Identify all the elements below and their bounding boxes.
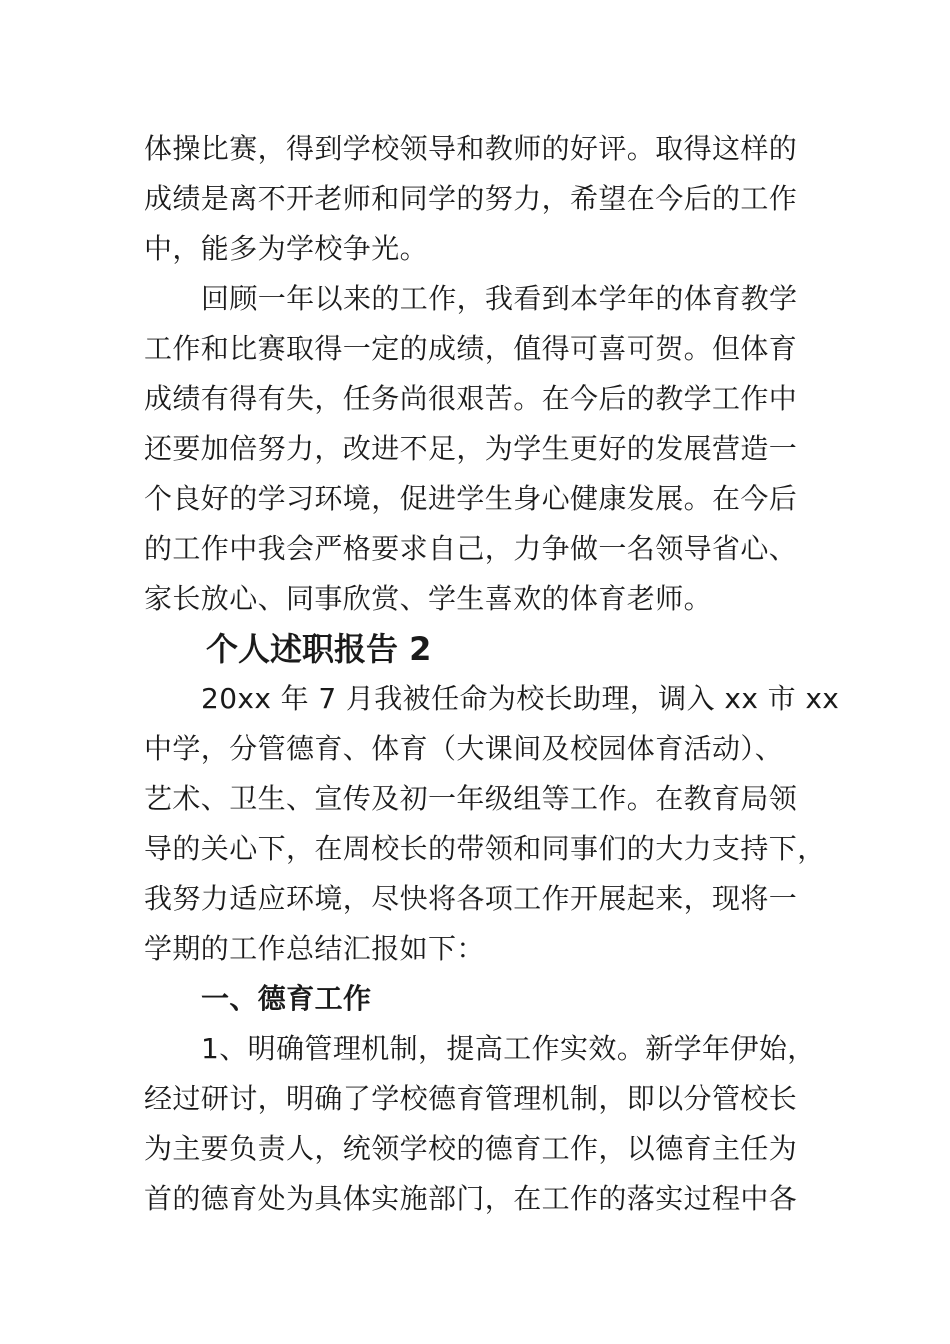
paragraph-line: 个良好的学习环境，促进学生身心健康发展。在今后 bbox=[144, 482, 798, 515]
paragraph-line: 导的关心下，在周校长的带领和同事们的大力支持下， bbox=[144, 832, 826, 865]
paragraph-line: 我努力适应环境，尽快将各项工作开展起来，现将一 bbox=[144, 882, 798, 915]
paragraph-line: 回顾一年以来的工作，我看到本学年的体育教学 bbox=[201, 282, 798, 315]
section-title: 个人述职报告 2 bbox=[206, 630, 432, 668]
paragraph-line: 中学，分管德育、体育（大课间及校园体育活动）、 bbox=[144, 732, 784, 765]
paragraph-line: 1、明确管理机制，提高工作实效。新学年伊始， bbox=[201, 1032, 816, 1065]
paragraph-line: 20xx 年 7 月我被任命为校长助理，调入 xx 市 xx bbox=[201, 682, 840, 715]
paragraph-line: 成绩是离不开老师和同学的努力，希望在今后的工作 bbox=[144, 182, 798, 215]
paragraph-line: 学期的工作总结汇报如下： bbox=[144, 932, 485, 965]
paragraph-line: 的工作中我会严格要求自己，力争做一名领导省心、 bbox=[144, 532, 798, 565]
paragraph-line: 艺术、卫生、宣传及初一年级组等工作。在教育局领 bbox=[144, 782, 798, 815]
paragraph-line: 体操比赛，得到学校领导和教师的好评。取得这样的 bbox=[144, 132, 798, 165]
paragraph-line: 还要加倍努力，改进不足，为学生更好的发展营造一 bbox=[144, 432, 798, 465]
paragraph-line: 家长放心、同事欣赏、学生喜欢的体育老师。 bbox=[144, 582, 713, 615]
paragraph-line: 中，能多为学校争光。 bbox=[144, 232, 429, 265]
document-page bbox=[144, 124, 840, 1224]
subsection-heading: 一、德育工作 bbox=[201, 982, 372, 1015]
paragraph-line: 工作和比赛取得一定的成绩，值得可喜可贺。但体育 bbox=[144, 332, 798, 365]
paragraph-line: 经过研讨，明确了学校德育管理机制，即以分管校长 bbox=[144, 1082, 798, 1115]
paragraph-line: 为主要负责人，统领学校的德育工作，以德育主任为 bbox=[144, 1132, 798, 1165]
paragraph-line: 首的德育处为具体实施部门，在工作的落实过程中各 bbox=[144, 1182, 798, 1215]
paragraph-line: 成绩有得有失，任务尚很艰苦。在今后的教学工作中 bbox=[144, 382, 798, 415]
